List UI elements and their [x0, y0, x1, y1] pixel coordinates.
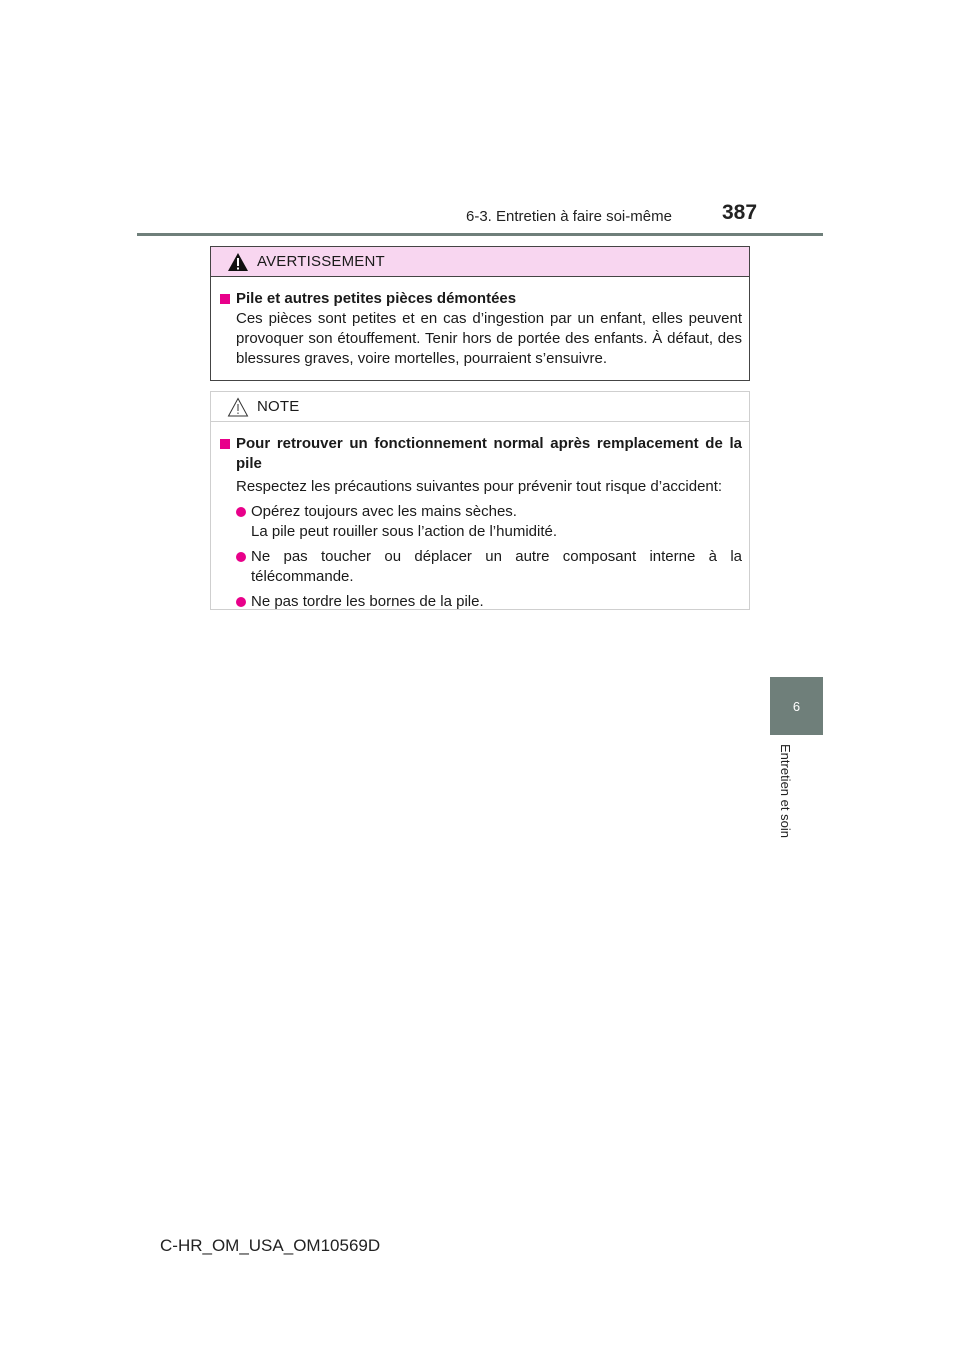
warning-triangle-icon	[227, 252, 249, 272]
bullet-text: Ne pas tordre les bornes de la pile.	[251, 593, 484, 610]
circle-bullet-icon	[236, 507, 246, 517]
list-item	[236, 592, 742, 612]
footer-code: C-HR_OM_USA_OM10569D	[160, 1236, 381, 1255]
square-bullet-icon	[220, 294, 230, 304]
warning-title: AVERTISSEMENT	[257, 253, 385, 270]
header-rule	[137, 233, 823, 236]
note-heading: Pour retrouver un fonctionnement normal après remplacement de la pile	[236, 435, 742, 472]
warning-box	[210, 246, 750, 381]
warning-header	[211, 247, 749, 277]
page-number: 387	[722, 201, 758, 224]
warning-body: Ces pièces sont petites et en cas d’ingestion par un enfant, elles peuvent provoquer son étouffement. Tenir hors de portée des enfants. À défaut, des blessures graves, voire mortelles, pourraient s’ensuivre.	[236, 310, 742, 367]
bullet-text: Ne pas toucher ou déplacer un autre composant interne à la télécommande.	[251, 548, 742, 585]
note-intro: Respectez les précautions suivantes pour prévenir tout risque d’accident:	[236, 478, 723, 495]
chapter-tab	[770, 677, 823, 735]
note-heading-row	[218, 434, 742, 474]
note-content	[211, 434, 749, 612]
note-title: NOTE	[257, 398, 300, 415]
square-bullet-icon	[220, 439, 230, 449]
circle-bullet-icon	[236, 597, 246, 607]
circle-bullet-icon	[236, 552, 246, 562]
bullet-subtext: La pile peut rouiller sous l’action de l’humidité.	[251, 523, 558, 540]
header-section-title: 6-3. Entretien à faire soi-même	[466, 208, 672, 225]
bullet-text: Opérez toujours avec les mains sèches.	[251, 503, 517, 520]
list-item	[236, 547, 742, 587]
chapter-number: 6	[792, 698, 801, 714]
chapter-title: Entretien et soin	[778, 744, 793, 838]
list-item	[236, 502, 742, 542]
warning-content	[211, 289, 749, 369]
note-header	[211, 392, 749, 422]
warning-heading-row	[218, 289, 742, 309]
warning-heading: Pile et autres petites pièces démontées	[236, 290, 517, 307]
caution-triangle-icon	[227, 397, 249, 417]
note-box	[210, 391, 750, 610]
note-bullet-list	[218, 502, 742, 612]
